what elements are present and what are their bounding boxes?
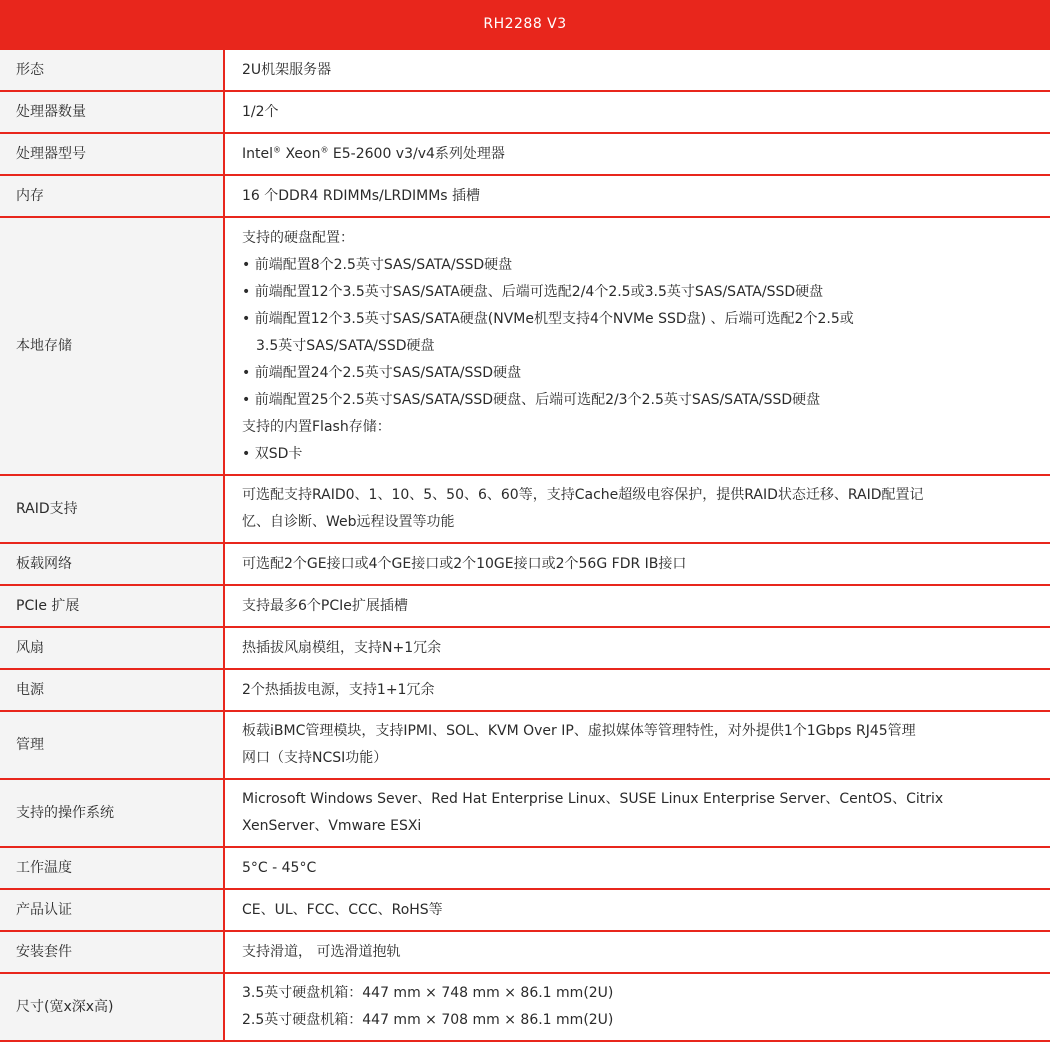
row-value: 热插拔风扇模组，支持N+1冗余	[224, 627, 1050, 669]
row-label: 尺寸(宽x深x高)	[0, 973, 224, 1041]
row-local-storage	[0, 217, 1050, 475]
row-label: RAID支持	[0, 475, 224, 543]
value-text: E5-2600 v3/v4系列处理器	[328, 145, 505, 162]
value-line: • 前端配置12个3.5英寸SAS/SATA硬盘、后端可选配2/4个2.5或3.5英寸SAS/SATA/SSD硬盘	[242, 283, 824, 300]
value-line: • 前端配置12个3.5英寸SAS/SATA硬盘(NVMe机型支持4个NVMe SSD盘) 、后端可选配2个2.5或	[242, 310, 854, 327]
row-value	[224, 779, 1050, 847]
row-value	[224, 973, 1050, 1041]
row-label: 支持的操作系统	[0, 779, 224, 847]
row-label: 安装套件	[0, 931, 224, 973]
row-label: 风扇	[0, 627, 224, 669]
value-line: 支持的硬盘配置：	[242, 229, 354, 246]
row-processor-model	[0, 133, 1050, 175]
value-text: Intel	[242, 145, 273, 162]
row-certifications	[0, 889, 1050, 931]
row-memory	[0, 175, 1050, 217]
row-value: 1/2个	[224, 91, 1050, 133]
row-label: 管理	[0, 711, 224, 779]
row-power	[0, 669, 1050, 711]
row-value	[224, 475, 1050, 543]
row-label: PCIe 扩展	[0, 585, 224, 627]
row-value: 16 个DDR4 RDIMMs/LRDIMMs 插槽	[224, 175, 1050, 217]
row-management	[0, 711, 1050, 779]
row-value: 2U机架服务器	[224, 49, 1050, 91]
row-raid-support	[0, 475, 1050, 543]
row-value	[224, 711, 1050, 779]
row-label: 本地存储	[0, 217, 224, 475]
row-label: 产品认证	[0, 889, 224, 931]
row-fans	[0, 627, 1050, 669]
row-value	[224, 133, 1050, 175]
row-label: 工作温度	[0, 847, 224, 889]
row-value: 2个热插拔电源，支持1+1冗余	[224, 669, 1050, 711]
row-value	[224, 217, 1050, 475]
row-dimensions	[0, 973, 1050, 1041]
value-line: • 前端配置8个2.5英寸SAS/SATA/SSD硬盘	[242, 256, 513, 273]
row-value: CE、UL、FCC、CCC、RoHS等	[224, 889, 1050, 931]
row-onboard-network	[0, 543, 1050, 585]
row-operating-temperature	[0, 847, 1050, 889]
table-title: RH2288 V3	[0, 0, 1050, 49]
value-line: XenServer、Vmware ESXi	[242, 818, 422, 834]
row-value: 可选配2个GE接口或4个GE接口或2个10GE接口或2个56G FDR IB接口	[224, 543, 1050, 585]
row-value: 支持最多6个PCIe扩展插槽	[224, 585, 1050, 627]
row-installation-kit	[0, 931, 1050, 973]
row-label: 形态	[0, 49, 224, 91]
registered-mark: ®	[320, 144, 329, 154]
value-line: 可选配支持RAID0、1、10、5、50、6、60等，支持Cache超级电容保护，提供RAID状态迁移、RAID配置记	[242, 487, 924, 503]
value-line: 2.5英寸硬盘机箱：447 mm × 708 mm × 86.1 mm(2U)	[242, 1012, 614, 1028]
value-line: 忆、自诊断、Web远程设置等功能	[242, 514, 455, 530]
value-line: Microsoft Windows Sever、Red Hat Enterprise Linux、SUSE Linux Enterprise Server、CentOS、Citrix	[242, 791, 944, 807]
row-label: 内存	[0, 175, 224, 217]
registered-mark: ®	[273, 144, 281, 154]
value-line: • 前端配置25个2.5英寸SAS/SATA/SSD硬盘、后端可选配2/3个2.5英寸SAS/SATA/SSD硬盘	[242, 391, 821, 408]
value-text: Xeon	[281, 145, 321, 162]
value-line: 网口（支持NCSI功能）	[242, 750, 388, 766]
value-line: 3.5英寸硬盘机箱：447 mm × 748 mm × 86.1 mm(2U)	[242, 985, 614, 1001]
value-line: • 双SD卡	[242, 445, 303, 462]
row-form-factor	[0, 49, 1050, 91]
row-operating-systems	[0, 779, 1050, 847]
row-label: 电源	[0, 669, 224, 711]
title-row	[0, 0, 1050, 49]
row-value: 支持滑道， 可选滑道抱轨	[224, 931, 1050, 973]
row-processor-count	[0, 91, 1050, 133]
row-label: 板载网络	[0, 543, 224, 585]
row-label: 处理器数量	[0, 91, 224, 133]
value-line: 板载iBMC管理模块，支持IPMI、SOL、KVM Over IP、虚拟媒体等管理特性，对外提供1个1Gbps RJ45管理	[242, 723, 916, 739]
value-line: • 前端配置24个2.5英寸SAS/SATA/SSD硬盘	[242, 364, 522, 381]
row-value: 5°C - 45°C	[224, 847, 1050, 889]
value-line: 3.5英寸SAS/SATA/SSD硬盘	[256, 337, 435, 354]
row-pcie-expansion	[0, 585, 1050, 627]
row-label: 处理器型号	[0, 133, 224, 175]
value-line: 支持的内置Flash存储：	[242, 418, 391, 435]
